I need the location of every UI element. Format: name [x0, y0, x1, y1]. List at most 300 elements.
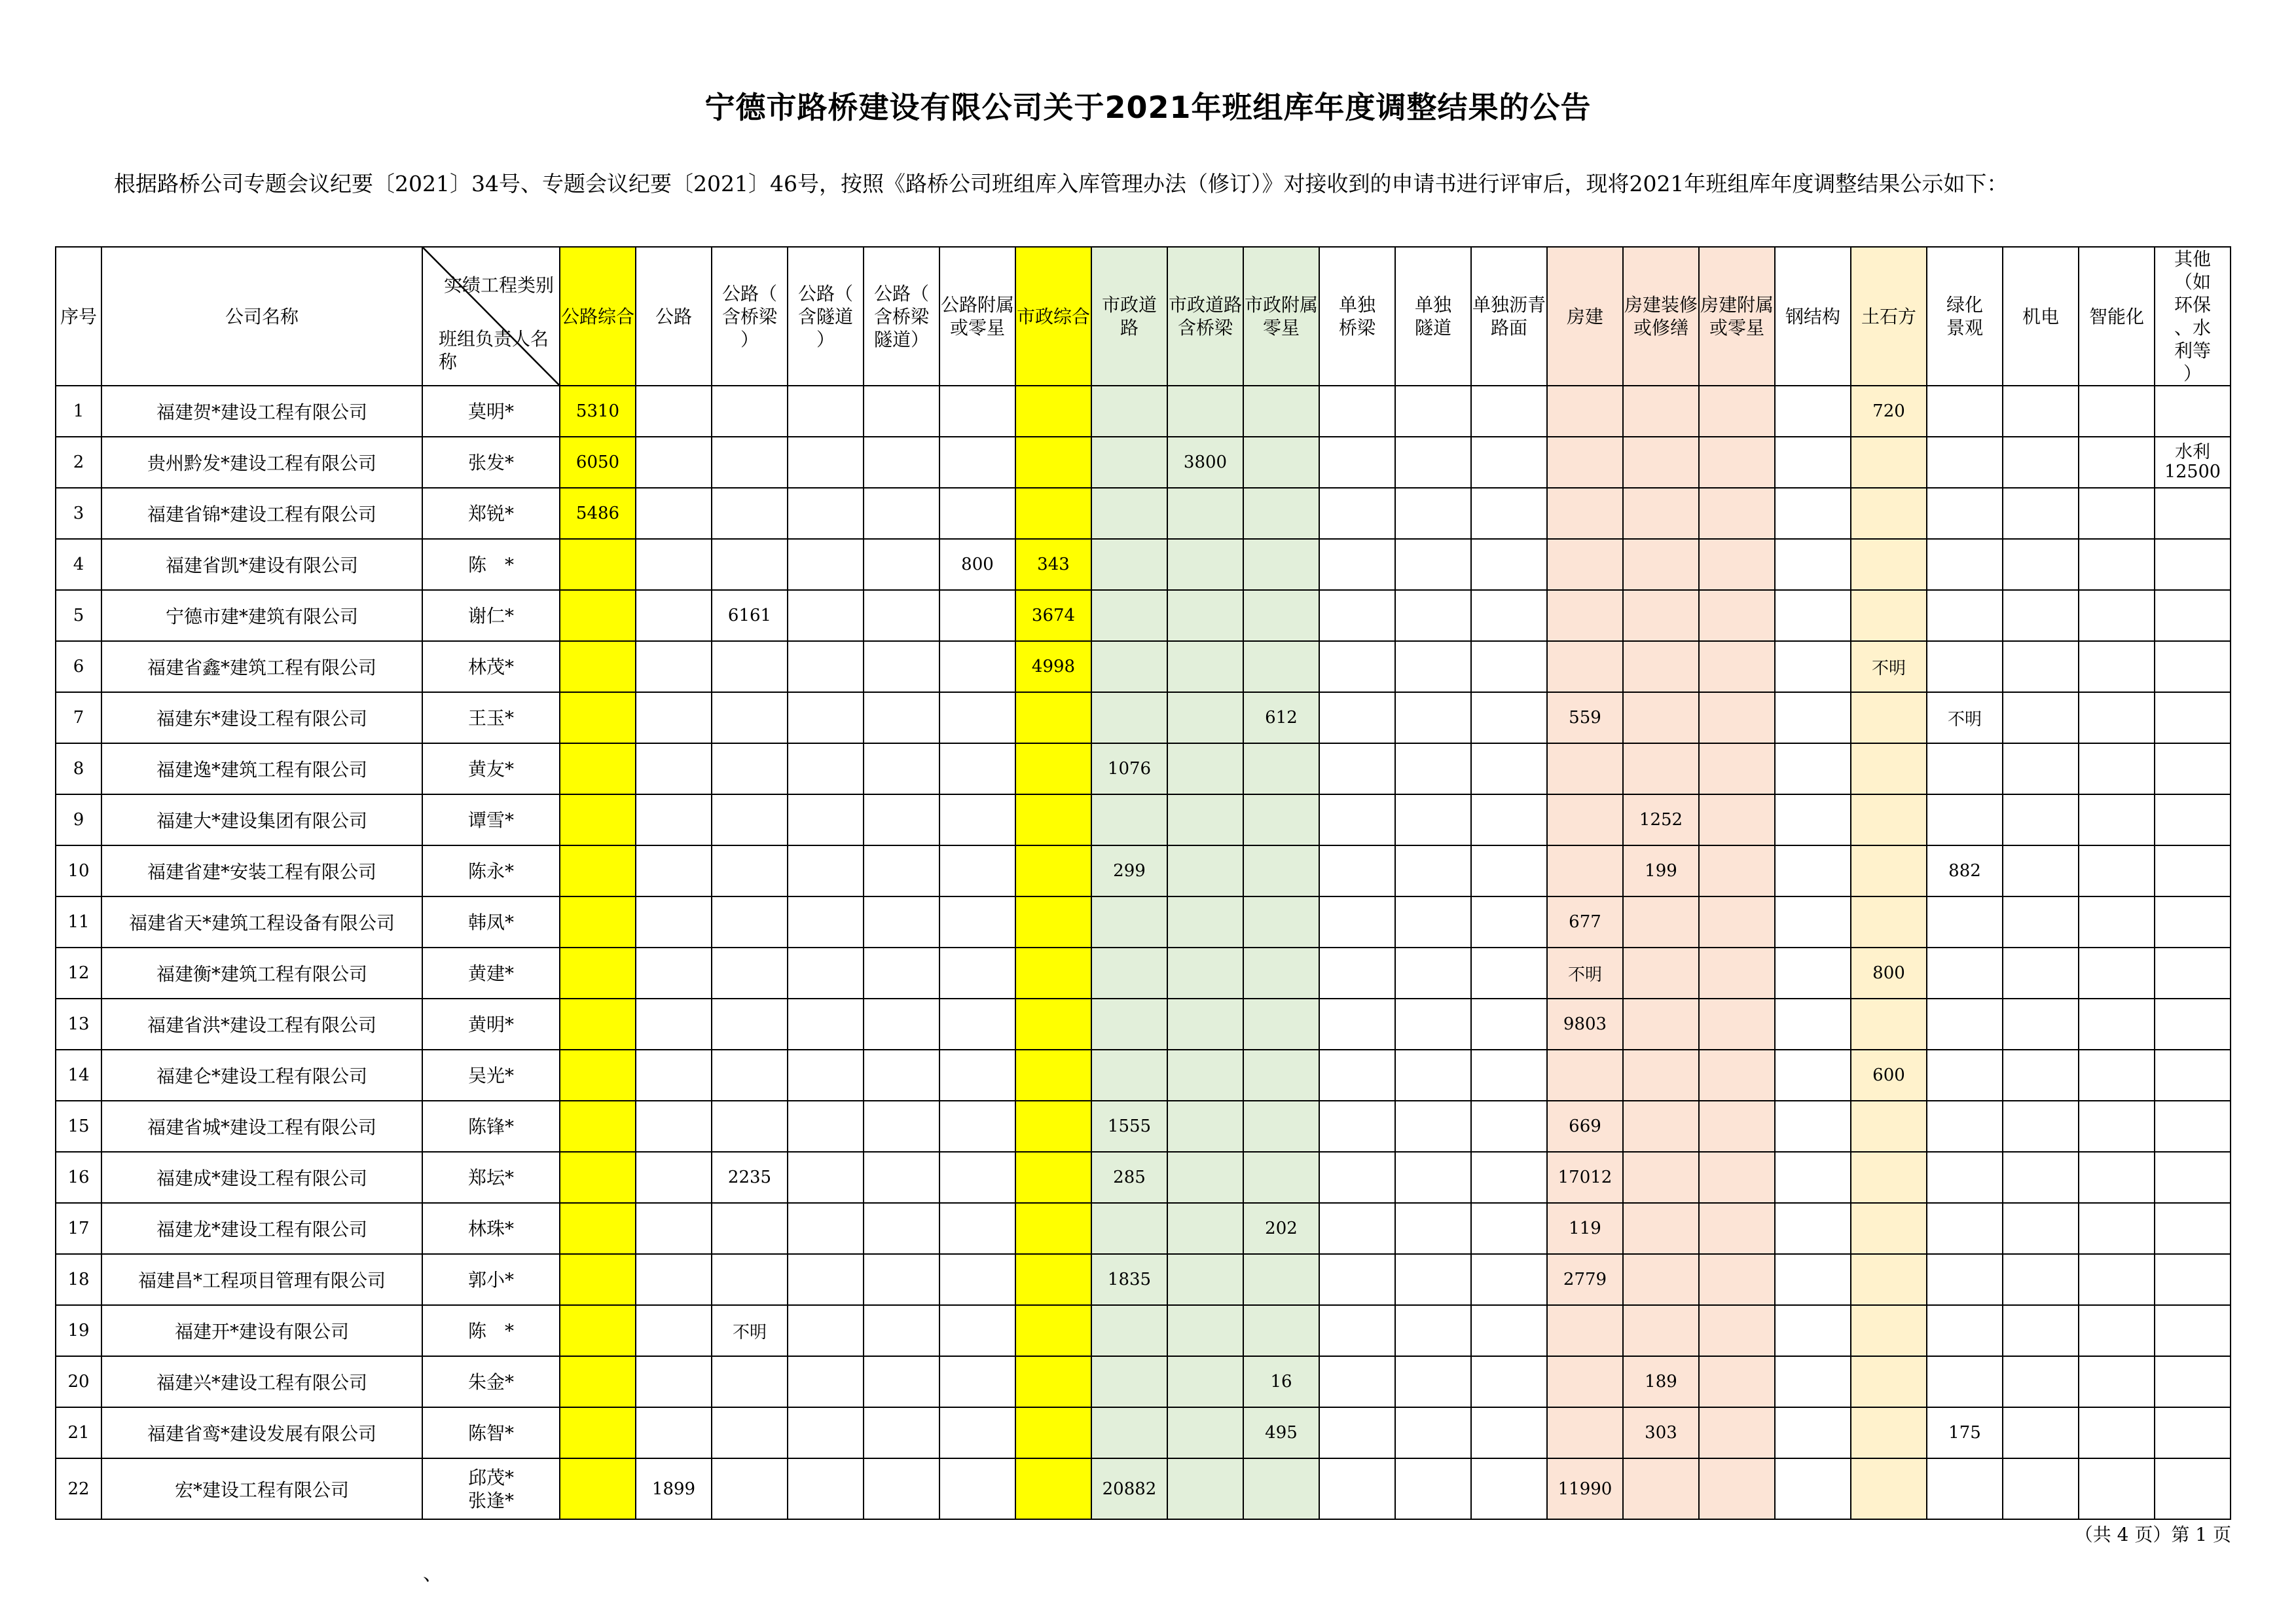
header-category-5: 公路（ 含桥梁 隧道）	[864, 247, 939, 386]
row-value	[2155, 590, 2231, 641]
header-category-22: 其他 （如 环保 、水 利等 ）	[2155, 247, 2231, 386]
row-seq: 6	[56, 641, 101, 692]
row-seq: 3	[56, 488, 101, 539]
row-value: 119	[1547, 1203, 1623, 1254]
row-value	[1243, 999, 1319, 1050]
row-leader: 黄明*	[422, 999, 560, 1050]
row-leader: 黄友*	[422, 743, 560, 794]
row-value	[788, 1101, 864, 1152]
row-value	[788, 1305, 864, 1356]
row-value	[712, 743, 788, 794]
row-company: 福建大*建设集团有限公司	[101, 794, 422, 845]
row-value	[1091, 948, 1167, 999]
row-value	[864, 488, 939, 539]
row-value	[1471, 743, 1547, 794]
row-value	[2003, 845, 2079, 896]
row-value	[1623, 641, 1699, 692]
row-value	[1471, 1203, 1547, 1254]
header-category-18: 土石方	[1851, 247, 1927, 386]
row-value	[1015, 1407, 1091, 1458]
row-value	[1927, 590, 2003, 641]
header-category-11: 单独 桥梁	[1319, 247, 1395, 386]
row-value	[1623, 692, 1699, 743]
row-company: 福建省洪*建设工程有限公司	[101, 999, 422, 1050]
row-value	[939, 948, 1015, 999]
row-value	[1167, 590, 1243, 641]
row-value	[560, 845, 636, 896]
row-value	[1699, 1203, 1775, 1254]
row-value	[1319, 539, 1395, 590]
row-company: 福建仑*建设工程有限公司	[101, 1050, 422, 1101]
row-value	[2155, 948, 2231, 999]
table-row	[56, 743, 2231, 794]
row-value: 不明	[1927, 692, 2003, 743]
row-value	[1775, 1254, 1851, 1305]
row-value	[1927, 1203, 2003, 1254]
row-value	[560, 1356, 636, 1407]
row-value	[712, 641, 788, 692]
row-value	[712, 948, 788, 999]
row-seq: 1	[56, 386, 101, 437]
row-value	[1319, 692, 1395, 743]
row-value	[1319, 641, 1395, 692]
header-category-9: 市政道路 含桥梁	[1167, 247, 1243, 386]
row-value	[560, 1254, 636, 1305]
table-row	[56, 896, 2231, 948]
row-value	[1775, 1203, 1851, 1254]
row-company: 贵州黔发*建设工程有限公司	[101, 437, 422, 488]
row-leader: 吴光*	[422, 1050, 560, 1101]
row-value	[788, 896, 864, 948]
row-value	[712, 896, 788, 948]
row-value	[1319, 1101, 1395, 1152]
row-value	[560, 539, 636, 590]
row-value	[1699, 386, 1775, 437]
row-value	[1851, 794, 1927, 845]
header-company: 公司名称	[101, 247, 422, 386]
row-value	[2079, 488, 2155, 539]
row-value	[2079, 948, 2155, 999]
row-value	[788, 641, 864, 692]
row-leader: 林珠*	[422, 1203, 560, 1254]
row-value	[1623, 743, 1699, 794]
row-value: 1835	[1091, 1254, 1167, 1305]
row-value	[864, 1254, 939, 1305]
row-value	[2003, 692, 2079, 743]
row-value	[1015, 488, 1091, 539]
row-value	[2003, 641, 2079, 692]
row-value	[1015, 1254, 1091, 1305]
row-value	[712, 999, 788, 1050]
row-value	[1167, 1356, 1243, 1407]
row-value	[864, 794, 939, 845]
row-value	[2003, 1050, 2079, 1101]
row-value	[864, 1356, 939, 1407]
row-value	[788, 1407, 864, 1458]
row-value	[1623, 1101, 1699, 1152]
row-company: 福建省天*建筑工程设备有限公司	[101, 896, 422, 948]
row-value	[2155, 1356, 2231, 1407]
row-value	[1775, 641, 1851, 692]
row-leader: 张发*	[422, 437, 560, 488]
row-value	[1851, 1305, 1927, 1356]
row-value	[1699, 999, 1775, 1050]
row-leader: 郑坛*	[422, 1152, 560, 1203]
row-value	[2079, 999, 2155, 1050]
row-value	[1699, 794, 1775, 845]
row-value	[1471, 1050, 1547, 1101]
row-value	[1167, 539, 1243, 590]
header-category-20: 机电	[2003, 247, 2079, 386]
row-seq: 21	[56, 1407, 101, 1458]
row-value	[636, 794, 712, 845]
row-value	[939, 845, 1015, 896]
row-value	[1395, 948, 1471, 999]
row-value	[636, 896, 712, 948]
row-value	[2079, 1305, 2155, 1356]
row-value	[1243, 386, 1319, 437]
row-value	[1851, 1407, 1927, 1458]
row-value	[1167, 1407, 1243, 1458]
row-value	[1547, 1305, 1623, 1356]
row-value	[2155, 641, 2231, 692]
row-value	[1395, 1254, 1471, 1305]
row-value	[788, 1203, 864, 1254]
row-value: 800	[1851, 948, 1927, 999]
row-value	[1471, 948, 1547, 999]
row-value	[2079, 386, 2155, 437]
row-value	[712, 437, 788, 488]
row-leader: 谭雪*	[422, 794, 560, 845]
row-value	[1623, 437, 1699, 488]
table-header-row	[56, 247, 2231, 386]
row-value	[2155, 488, 2231, 539]
row-value	[1167, 386, 1243, 437]
table-row	[56, 1407, 2231, 1458]
row-value	[560, 1152, 636, 1203]
row-value	[636, 437, 712, 488]
row-value	[560, 1407, 636, 1458]
row-value	[2155, 743, 2231, 794]
row-value	[1167, 743, 1243, 794]
row-company: 福建省建*安装工程有限公司	[101, 845, 422, 896]
row-value	[1015, 1050, 1091, 1101]
row-value	[788, 386, 864, 437]
table-row	[56, 641, 2231, 692]
row-value	[1091, 896, 1167, 948]
row-value	[788, 488, 864, 539]
row-value	[2155, 1203, 2231, 1254]
row-value	[788, 1356, 864, 1407]
row-value	[2155, 896, 2231, 948]
page-number: （共 4 页）第 1 页	[2074, 1524, 2231, 1545]
header-category-16: 房建附属 或零星	[1699, 247, 1775, 386]
row-company: 宁德市建*建筑有限公司	[101, 590, 422, 641]
row-value	[1091, 1203, 1167, 1254]
row-value	[1319, 1407, 1395, 1458]
row-value	[2079, 692, 2155, 743]
row-value	[2003, 1407, 2079, 1458]
row-value	[1699, 1407, 1775, 1458]
row-value	[1243, 1152, 1319, 1203]
row-value	[636, 845, 712, 896]
header-category-13: 单独沥青 路面	[1471, 247, 1547, 386]
row-value	[1471, 488, 1547, 539]
row-value	[1927, 1152, 2003, 1203]
row-value	[1851, 488, 1927, 539]
row-value	[1319, 999, 1395, 1050]
row-value	[712, 1254, 788, 1305]
row-value	[636, 1101, 712, 1152]
table-row	[56, 1050, 2231, 1101]
row-value	[2079, 590, 2155, 641]
row-value	[1015, 1305, 1091, 1356]
row-value	[939, 896, 1015, 948]
row-value	[1319, 948, 1395, 999]
header-category-2: 公路	[636, 247, 712, 386]
row-value	[1547, 1356, 1623, 1407]
row-value	[636, 539, 712, 590]
row-value	[1471, 794, 1547, 845]
row-company: 福建衡*建筑工程有限公司	[101, 948, 422, 999]
row-company: 福建成*建设工程有限公司	[101, 1152, 422, 1203]
row-value: 3800	[1167, 437, 1243, 488]
row-value	[1775, 948, 1851, 999]
row-value: 1899	[636, 1458, 712, 1519]
row-value	[1623, 539, 1699, 590]
row-value	[1471, 1458, 1547, 1519]
row-value	[788, 1152, 864, 1203]
row-leader: 郭小*	[422, 1254, 560, 1305]
row-seq: 5	[56, 590, 101, 641]
row-value	[1547, 488, 1623, 539]
row-value	[1623, 1305, 1699, 1356]
row-value	[1167, 845, 1243, 896]
row-value: 2235	[712, 1152, 788, 1203]
row-value	[1091, 1407, 1167, 1458]
row-value	[2079, 1152, 2155, 1203]
row-leader: 陈锋*	[422, 1101, 560, 1152]
row-value	[2003, 1203, 2079, 1254]
row-value	[864, 539, 939, 590]
row-leader: 莫明*	[422, 386, 560, 437]
row-value: 不明	[712, 1305, 788, 1356]
row-value	[636, 641, 712, 692]
row-value	[712, 1407, 788, 1458]
row-value	[939, 1152, 1015, 1203]
row-value	[1851, 1101, 1927, 1152]
row-company: 福建省凯*建设有限公司	[101, 539, 422, 590]
table-row	[56, 1152, 2231, 1203]
row-value	[1851, 999, 1927, 1050]
row-value	[636, 948, 712, 999]
row-value	[1167, 1254, 1243, 1305]
row-value	[1547, 794, 1623, 845]
row-leader: 王玉*	[422, 692, 560, 743]
row-value	[1775, 845, 1851, 896]
header-seq: 序号	[56, 247, 101, 386]
row-value	[939, 386, 1015, 437]
row-value: 5486	[560, 488, 636, 539]
row-value	[788, 794, 864, 845]
row-value	[1319, 1050, 1395, 1101]
row-value	[2079, 1254, 2155, 1305]
row-value	[1243, 488, 1319, 539]
row-value	[712, 488, 788, 539]
row-value	[1851, 692, 1927, 743]
row-value	[1167, 1458, 1243, 1519]
row-value	[1699, 1101, 1775, 1152]
row-value	[1851, 896, 1927, 948]
row-value	[560, 1101, 636, 1152]
row-value	[1395, 1407, 1471, 1458]
row-seq: 16	[56, 1152, 101, 1203]
row-value	[1471, 539, 1547, 590]
row-value	[1623, 1203, 1699, 1254]
row-value	[1395, 999, 1471, 1050]
row-value	[1395, 437, 1471, 488]
row-value	[2079, 1050, 2155, 1101]
row-company: 宏*建设工程有限公司	[101, 1458, 422, 1519]
row-value	[1091, 1050, 1167, 1101]
row-value	[636, 1203, 712, 1254]
row-value	[1471, 692, 1547, 743]
row-value	[1015, 948, 1091, 999]
row-value	[2003, 488, 2079, 539]
row-value	[1623, 1152, 1699, 1203]
row-value	[2079, 539, 2155, 590]
row-value	[1851, 437, 1927, 488]
row-value	[1775, 539, 1851, 590]
row-value	[939, 1101, 1015, 1152]
header-category-3: 公路（ 含桥梁 ）	[712, 247, 788, 386]
row-value	[1699, 1458, 1775, 1519]
row-value	[864, 743, 939, 794]
row-value	[864, 1050, 939, 1101]
row-value	[1775, 488, 1851, 539]
row-value	[1623, 1458, 1699, 1519]
row-value	[1015, 1152, 1091, 1203]
row-value	[1471, 1254, 1547, 1305]
row-seq: 18	[56, 1254, 101, 1305]
row-value	[939, 743, 1015, 794]
row-value: 9803	[1547, 999, 1623, 1050]
row-value	[1851, 1254, 1927, 1305]
row-leader: 邱茂* 张逢*	[422, 1458, 560, 1519]
row-value	[2003, 386, 2079, 437]
row-value	[1471, 896, 1547, 948]
row-value	[2155, 794, 2231, 845]
row-value: 189	[1623, 1356, 1699, 1407]
row-value	[712, 1101, 788, 1152]
row-value	[2079, 845, 2155, 896]
row-value	[1319, 743, 1395, 794]
header-category-21: 智能化	[2079, 247, 2155, 386]
row-value	[1091, 641, 1167, 692]
row-value	[1775, 692, 1851, 743]
row-value	[1775, 743, 1851, 794]
row-value	[1167, 1101, 1243, 1152]
row-value	[1167, 1305, 1243, 1356]
row-seq: 19	[56, 1305, 101, 1356]
row-value	[1167, 948, 1243, 999]
row-value	[2003, 1152, 2079, 1203]
row-value	[2079, 1407, 2155, 1458]
row-value	[1319, 488, 1395, 539]
row-leader: 陈 *	[422, 1305, 560, 1356]
row-value	[1167, 794, 1243, 845]
row-seq: 4	[56, 539, 101, 590]
row-value	[1243, 1050, 1319, 1101]
row-company: 福建东*建设工程有限公司	[101, 692, 422, 743]
stray-mark: 、	[423, 1562, 443, 1585]
row-value	[636, 1407, 712, 1458]
row-value	[1243, 641, 1319, 692]
row-value	[864, 590, 939, 641]
row-value	[2155, 1254, 2231, 1305]
table-row	[56, 488, 2231, 539]
row-value	[1167, 1203, 1243, 1254]
row-value	[1471, 641, 1547, 692]
row-value	[1471, 845, 1547, 896]
row-value	[1775, 1152, 1851, 1203]
row-value: 2779	[1547, 1254, 1623, 1305]
row-value	[2003, 1356, 2079, 1407]
row-value	[1167, 999, 1243, 1050]
table-row	[56, 437, 2231, 488]
row-company: 福建开*建设有限公司	[101, 1305, 422, 1356]
row-value	[864, 692, 939, 743]
row-value	[1395, 1458, 1471, 1519]
row-leader: 郑锐*	[422, 488, 560, 539]
row-value	[636, 1305, 712, 1356]
row-value	[1775, 590, 1851, 641]
row-value	[2003, 896, 2079, 948]
row-value	[1775, 1356, 1851, 1407]
row-value	[1623, 999, 1699, 1050]
table-row	[56, 1356, 2231, 1407]
row-value	[1395, 845, 1471, 896]
row-value	[1471, 1101, 1547, 1152]
row-value	[1395, 488, 1471, 539]
row-value	[1015, 999, 1091, 1050]
row-company: 福建龙*建设工程有限公司	[101, 1203, 422, 1254]
row-value	[1243, 743, 1319, 794]
row-value	[864, 1101, 939, 1152]
row-value	[1927, 1458, 2003, 1519]
intro-paragraph: 根据路桥公司专题会议纪要〔2021〕34号、专题会议纪要〔2021〕46号，按照《路桥公司班组库入库管理办法（修订）》对接收到的申请书进行评审后，现将2021年班组库年度调整结果公示如下：	[114, 171, 2009, 196]
row-value	[939, 641, 1015, 692]
row-value	[1775, 896, 1851, 948]
table-row	[56, 590, 2231, 641]
row-value	[1775, 999, 1851, 1050]
row-value	[1167, 641, 1243, 692]
row-seq: 15	[56, 1101, 101, 1152]
row-value	[1091, 437, 1167, 488]
row-value: 559	[1547, 692, 1623, 743]
row-value	[1927, 437, 2003, 488]
row-value	[1927, 1254, 2003, 1305]
row-value	[1699, 692, 1775, 743]
row-value	[939, 1305, 1015, 1356]
row-value	[2155, 845, 2231, 896]
row-value: 612	[1243, 692, 1319, 743]
row-value	[939, 437, 1015, 488]
row-value	[939, 1458, 1015, 1519]
row-value	[2155, 539, 2231, 590]
row-value	[1091, 794, 1167, 845]
row-value	[939, 794, 1015, 845]
